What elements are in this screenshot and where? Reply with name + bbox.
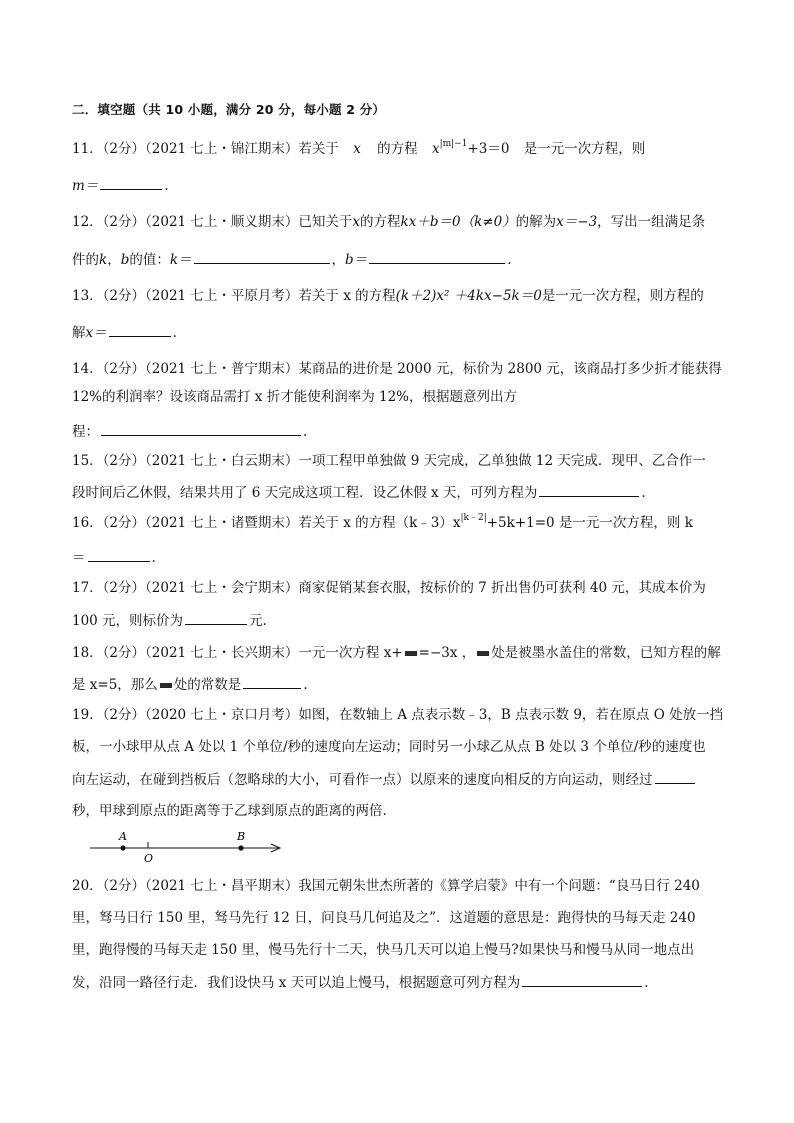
q18-line2b: 处的常数是 (173, 677, 242, 693)
origin-label: O (144, 852, 154, 864)
question-14-line-1: 14．（2分）（2021 七上・普宁期末）某商品的进价是 2000 元，标价为 2800 元，该商品打多少折才能获得 (72, 361, 722, 377)
question-11-line-2 (72, 175, 169, 196)
point-a-label: A (119, 830, 127, 843)
question-18-line-1 (72, 643, 721, 663)
point-b-label: B (237, 830, 246, 843)
point-b-dot (238, 845, 243, 850)
q11-answer-label: m＝ (72, 178, 99, 194)
question-20-line-1: 20．（2分）（2021 七上・昌平期末）我国元朝朱世杰所著的《算学启蒙》中有一个问题：“良马日行 240 (72, 878, 700, 894)
q12-line2a: 件的 (72, 252, 99, 268)
q12-mid2: 的解为 (515, 214, 557, 230)
q12-mid: 的方程 (360, 214, 401, 230)
q17-line2: 100 元，则标价为 (72, 613, 184, 629)
q19-line3: 向左运动，在碰到挡板后（忽略球的大小，可看作一点）以原来的速度向相反的方向运动，则经过 (72, 772, 653, 788)
q12-equation: kx＋b＝0（k≠0） (400, 214, 516, 230)
q18-suffix: 处是被墨水盖住的常数，已知方程的解 (491, 645, 721, 661)
q12-var: x (352, 214, 361, 230)
q18-mid: =−3x ， (418, 645, 476, 661)
q12-prefix: 12．（2分）（2021 七上・顺义期末）已知关于 (72, 214, 353, 230)
question-18-line-2 (72, 674, 308, 695)
q12-suffix: ，写出一组满足条 (597, 214, 706, 230)
q17-answer-blank[interactable] (185, 610, 247, 625)
q12-sep: ， (331, 252, 346, 268)
q12-line2b: 的值： (129, 252, 170, 268)
question-15-line-2 (72, 482, 646, 503)
q11-answer-blank[interactable] (100, 175, 162, 190)
q11-end: . (164, 178, 169, 194)
question-19-line-4: 秒，甲球到原点的距离等于乙球到原点的距离的两倍. (72, 803, 387, 819)
q12-b-blank[interactable] (369, 249, 505, 264)
q14-answer-blank[interactable] (101, 421, 301, 436)
q20-answer-blank[interactable] (522, 972, 642, 987)
q13-prefix: 13．（2分）（2021 七上・平原月考）若关于 x 的方程 (72, 288, 396, 304)
question-20-line-4 (72, 972, 649, 993)
q16-line2: ＝ (72, 550, 86, 566)
ink-blot-icon (160, 683, 172, 688)
question-17-line-1: 17．（2分）（2021 七上・会宁期末）商家促销某套衣服，按标价的 7 折出售仍可获利 40 元，其成本价为 (72, 580, 706, 596)
q16-suffix: +5k+1=0 是一元一次方程，则 k (486, 515, 693, 531)
question-20-line-2: 里，驽马日行 150 里，驽马先行 12 日，问良马几何追及之”．这道题的意思是：跑得快的马每天走 240 (72, 910, 696, 926)
ink-blot-icon (477, 651, 489, 656)
q11-suffix: 是一元一次方程，则 (523, 141, 646, 157)
q13-suffix: 是一元一次方程，则方程的 (541, 288, 704, 304)
q12-solution: x＝−3 (556, 214, 598, 230)
q11-prefix: 11．（2分）（2021 七上・锦江期末）若关于 (72, 141, 339, 157)
q15-answer-blank[interactable] (539, 482, 639, 497)
ink-blot-icon (405, 651, 417, 656)
question-16-line-1 (72, 513, 693, 535)
number-line-figure (86, 830, 286, 864)
question-20-line-3: 里，跑得慢的马每天走 150 里，慢马先行十二天，快马几天可以追上慢马?如果快马和慢马从同一地点出 (72, 942, 695, 958)
question-14-line-2: 12%的利润率？设该商品需打 x 折才能使利润率为 12%，根据题意列出方 (72, 389, 517, 405)
q17-unit: 元. (249, 613, 267, 629)
q15-end: . (641, 485, 646, 501)
q15-line2: 段时间后乙休假，结果共用了 6 天完成这项工程．设乙休假 x 天，可列方程为 (72, 485, 538, 501)
q13-answer-blank[interactable] (109, 322, 171, 337)
question-14-line-3 (72, 421, 307, 442)
q16-answer-blank[interactable] (88, 547, 150, 562)
question-19-line-3 (72, 769, 697, 790)
q12-comma: ， (107, 252, 121, 268)
q11-mid: 的方程 (377, 141, 418, 157)
question-19-line-1: 19．（2分）（2020 七上・京口月考）如图，在数轴上 A 点表示数﹣3，B 点表示数 9，若在原点 O 处放一挡 (72, 707, 724, 723)
q11-equation: $x^{|m|-1}+3=0$ (431, 139, 510, 157)
question-16-line-2 (72, 547, 156, 568)
q14-end: . (303, 424, 308, 440)
q20-line4: 发，沿同一路径行走．我们设快马 x 天可以追上慢马，根据题意可列方程为 (72, 975, 521, 991)
q18-prefix: 18．（2分）（2021 七上・长兴期末）一元一次方程 x+ (72, 645, 403, 661)
question-12-line-2 (72, 249, 511, 270)
q16-prefix: 16．（2分）（2021 七上・诸暨期末）若关于 x 的方程（k﹣3）x (72, 515, 461, 531)
q20-end: . (644, 975, 649, 991)
q13-equation: (k＋2)x² ＋4kx−5k＝0 (395, 288, 542, 304)
q18-answer-blank[interactable] (243, 674, 301, 689)
q12-b-label: b＝ (345, 252, 368, 268)
q12-k-blank[interactable] (194, 249, 330, 264)
question-19-line-2: 板，一小球甲从点 A 处以 1 个单位/秒的速度向左运动；同时另一小球乙从点 B 处以 3 个单位/秒的速度也 (72, 739, 706, 755)
q16-exponent: |k﹣2| (460, 513, 487, 523)
question-17-line-2 (72, 610, 267, 631)
point-a-dot (120, 845, 125, 850)
q12-end: . (507, 252, 512, 268)
question-11-line-1 (72, 139, 645, 161)
q13-x-label: x＝ (85, 325, 107, 341)
question-13-line-1 (72, 286, 704, 306)
q12-k: k (99, 252, 108, 268)
q13-line2: 解 (72, 325, 86, 341)
q12-k-label: k＝ (169, 252, 192, 268)
q12-b: b (120, 252, 130, 268)
question-13-line-2 (72, 322, 177, 343)
question-15-line-1: 15．（2分）（2021 七上・白云期末）一项工程甲单独做 9 天完成，乙单独做 12 天完成．现甲、乙合作一 (72, 453, 706, 469)
question-12-line-1 (72, 212, 705, 232)
q18-end: . (303, 677, 308, 693)
q11-var: x (353, 141, 361, 157)
q18-line2a: 是 x=5，那么 (72, 677, 158, 693)
section-title: 二．填空题（共 10 小题，满分 20 分，每小题 2 分） (72, 102, 386, 117)
q13-end: . (172, 325, 177, 341)
q14-line3: 程： (72, 424, 99, 440)
q19-answer-blank[interactable] (655, 769, 695, 784)
q16-end: . (151, 550, 156, 566)
